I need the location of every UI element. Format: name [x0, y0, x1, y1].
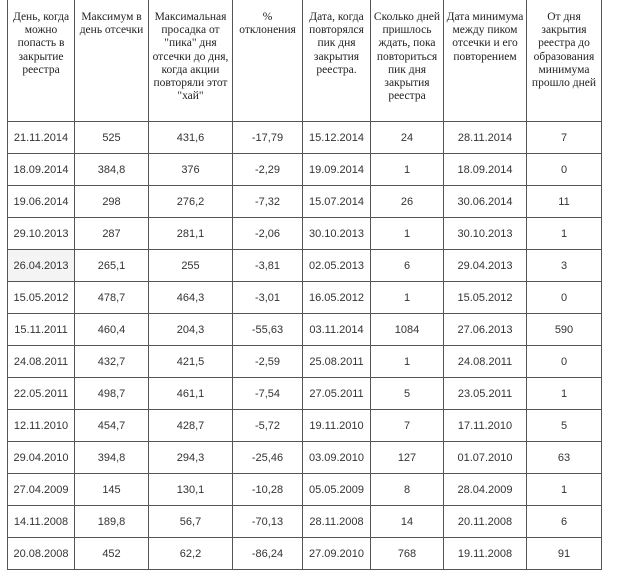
- cell-days-waited: 26: [371, 186, 444, 218]
- cell-record-close-day: 15.05.2012: [8, 282, 75, 314]
- cell-max-drawdown: 255: [149, 250, 233, 282]
- cell-days-to-min: 11: [527, 186, 602, 218]
- table-row: [8, 506, 602, 538]
- cell-max-on-cutoff: 265,1: [75, 250, 149, 282]
- cell-peak-repeat-date: 19.11.2010: [303, 410, 371, 442]
- cell-deviation-percent: -2,59: [233, 346, 303, 378]
- dividend-table-container: [7, 0, 602, 570]
- cell-min-date: 24.08.2011: [444, 346, 527, 378]
- cell-peak-repeat-date: 03.11.2014: [303, 314, 371, 346]
- cell-days-waited: 1: [371, 218, 444, 250]
- table-row: [8, 154, 602, 186]
- table-row: [8, 442, 602, 474]
- cell-record-close-day: 29.04.2010: [8, 442, 75, 474]
- cell-days-to-min: 91: [527, 538, 602, 570]
- cell-max-on-cutoff: 478,7: [75, 282, 149, 314]
- cell-max-on-cutoff: 432,7: [75, 346, 149, 378]
- table-row: [8, 410, 602, 442]
- cell-peak-repeat-date: 30.10.2013: [303, 218, 371, 250]
- cell-min-date: 19.11.2008: [444, 538, 527, 570]
- cell-peak-repeat-date: 03.09.2010: [303, 442, 371, 474]
- cell-record-close-day: 24.08.2011: [8, 346, 75, 378]
- cell-days-waited: 8: [371, 474, 444, 506]
- cell-record-close-day: 27.04.2009: [8, 474, 75, 506]
- cell-max-on-cutoff: 454,7: [75, 410, 149, 442]
- cell-days-to-min: 1: [527, 378, 602, 410]
- header-days-waited: Сколько дней пришлось ждать, пока повториться пик дня закрытия реестра: [371, 0, 444, 122]
- cell-max-drawdown: 464,3: [149, 282, 233, 314]
- cell-max-drawdown: 376: [149, 154, 233, 186]
- cell-min-date: 20.11.2008: [444, 506, 527, 538]
- cell-max-drawdown: 62,2: [149, 538, 233, 570]
- cell-max-drawdown: 461,1: [149, 378, 233, 410]
- cell-deviation-percent: -2,06: [233, 218, 303, 250]
- header-record-close-day: День, когда можно попасть в закрытие реестра: [8, 0, 75, 122]
- cell-days-to-min: 63: [527, 442, 602, 474]
- cell-deviation-percent: -10,28: [233, 474, 303, 506]
- cell-peak-repeat-date: 25.08.2011: [303, 346, 371, 378]
- cell-peak-repeat-date: 19.09.2014: [303, 154, 371, 186]
- cell-peak-repeat-date: 27.09.2010: [303, 538, 371, 570]
- cell-max-drawdown: 204,3: [149, 314, 233, 346]
- cell-peak-repeat-date: 05.05.2009: [303, 474, 371, 506]
- header-days-to-min: От дня закрытия реестра до образования минимума прошло дней: [527, 0, 602, 122]
- cell-max-drawdown: 281,1: [149, 218, 233, 250]
- cell-min-date: 30.06.2014: [444, 186, 527, 218]
- cell-days-waited: 1084: [371, 314, 444, 346]
- header-peak-repeat-date: Дата, когда повторялся пик дня закрытия реестра.: [303, 0, 371, 122]
- cell-days-waited: 1: [371, 346, 444, 378]
- table-header: [8, 0, 602, 122]
- table-row: [8, 474, 602, 506]
- cell-record-close-day: 26.04.2013: [8, 250, 75, 282]
- cell-min-date: 01.07.2010: [444, 442, 527, 474]
- cell-record-close-day: 12.11.2010: [8, 410, 75, 442]
- cell-days-waited: 24: [371, 122, 444, 154]
- cell-min-date: 17.11.2010: [444, 410, 527, 442]
- cell-peak-repeat-date: 02.05.2013: [303, 250, 371, 282]
- cell-peak-repeat-date: 15.12.2014: [303, 122, 371, 154]
- header-max-on-cutoff: Максимум в день отсечки: [75, 0, 149, 122]
- header-row: [8, 0, 602, 122]
- table-row: [8, 346, 602, 378]
- cell-record-close-day: 20.08.2008: [8, 538, 75, 570]
- header-min-date: Дата минимума между пиком отсечки и его повторением: [444, 0, 527, 122]
- cell-days-to-min: 0: [527, 346, 602, 378]
- cell-max-drawdown: 431,6: [149, 122, 233, 154]
- cell-days-waited: 127: [371, 442, 444, 474]
- cell-record-close-day: 29.10.2013: [8, 218, 75, 250]
- cell-max-on-cutoff: 525: [75, 122, 149, 154]
- cell-deviation-percent: -5,72: [233, 410, 303, 442]
- cell-max-on-cutoff: 394,8: [75, 442, 149, 474]
- cell-min-date: 27.06.2013: [444, 314, 527, 346]
- cell-max-on-cutoff: 452: [75, 538, 149, 570]
- cell-deviation-percent: -7,32: [233, 186, 303, 218]
- header-max-drawdown: Максимальная просадка от "пика" дня отсечки до дня, когда акции повторяли этот "хай": [149, 0, 233, 122]
- table-row: [8, 378, 602, 410]
- cell-min-date: 23.05.2011: [444, 378, 527, 410]
- cell-days-waited: 7: [371, 410, 444, 442]
- cell-days-to-min: 5: [527, 410, 602, 442]
- cell-record-close-day: 14.11.2008: [8, 506, 75, 538]
- table-row: [8, 538, 602, 570]
- cell-record-close-day: 21.11.2014: [8, 122, 75, 154]
- cell-deviation-percent: -3,81: [233, 250, 303, 282]
- cell-record-close-day: 22.05.2011: [8, 378, 75, 410]
- cell-days-waited: 1: [371, 282, 444, 314]
- cell-max-drawdown: 294,3: [149, 442, 233, 474]
- table-row: [8, 122, 602, 154]
- table-row: [8, 314, 602, 346]
- cell-days-waited: 14: [371, 506, 444, 538]
- header-deviation-percent: % отклонения: [233, 0, 303, 122]
- dividend-gap-table: [7, 0, 602, 570]
- cell-max-drawdown: 276,2: [149, 186, 233, 218]
- cell-deviation-percent: -70,13: [233, 506, 303, 538]
- cell-days-to-min: 0: [527, 154, 602, 186]
- cell-days-to-min: 0: [527, 282, 602, 314]
- cell-peak-repeat-date: 27.05.2011: [303, 378, 371, 410]
- cell-days-to-min: 6: [527, 506, 602, 538]
- cell-deviation-percent: -17,79: [233, 122, 303, 154]
- cell-max-drawdown: 130,1: [149, 474, 233, 506]
- cell-days-waited: 6: [371, 250, 444, 282]
- cell-days-to-min: 1: [527, 218, 602, 250]
- cell-max-on-cutoff: 145: [75, 474, 149, 506]
- cell-deviation-percent: -86,24: [233, 538, 303, 570]
- table-row: [8, 186, 602, 218]
- cell-days-to-min: 3: [527, 250, 602, 282]
- cell-min-date: 29.04.2013: [444, 250, 527, 282]
- cell-max-on-cutoff: 384,8: [75, 154, 149, 186]
- cell-deviation-percent: -55,63: [233, 314, 303, 346]
- cell-max-drawdown: 56,7: [149, 506, 233, 538]
- table-row: [8, 218, 602, 250]
- cell-max-on-cutoff: 298: [75, 186, 149, 218]
- cell-min-date: 15.05.2012: [444, 282, 527, 314]
- cell-max-drawdown: 421,5: [149, 346, 233, 378]
- cell-min-date: 28.04.2009: [444, 474, 527, 506]
- cell-deviation-percent: -2,29: [233, 154, 303, 186]
- cell-peak-repeat-date: 28.11.2008: [303, 506, 371, 538]
- cell-min-date: 28.11.2014: [444, 122, 527, 154]
- cell-min-date: 30.10.2013: [444, 218, 527, 250]
- cell-days-waited: 768: [371, 538, 444, 570]
- cell-days-to-min: 590: [527, 314, 602, 346]
- cell-max-drawdown: 428,7: [149, 410, 233, 442]
- cell-days-to-min: 1: [527, 474, 602, 506]
- table-row: [8, 250, 602, 282]
- cell-max-on-cutoff: 189,8: [75, 506, 149, 538]
- cell-days-waited: 1: [371, 154, 444, 186]
- cell-record-close-day: 18.09.2014: [8, 154, 75, 186]
- cell-peak-repeat-date: 15.07.2014: [303, 186, 371, 218]
- cell-deviation-percent: -3,01: [233, 282, 303, 314]
- cell-max-on-cutoff: 460,4: [75, 314, 149, 346]
- table-body: [8, 122, 602, 570]
- table-row: [8, 282, 602, 314]
- cell-deviation-percent: -25,46: [233, 442, 303, 474]
- cell-min-date: 18.09.2014: [444, 154, 527, 186]
- cell-record-close-day: 15.11.2011: [8, 314, 75, 346]
- cell-max-on-cutoff: 498,7: [75, 378, 149, 410]
- cell-max-on-cutoff: 287: [75, 218, 149, 250]
- cell-deviation-percent: -7,54: [233, 378, 303, 410]
- cell-peak-repeat-date: 16.05.2012: [303, 282, 371, 314]
- cell-days-to-min: 7: [527, 122, 602, 154]
- cell-days-waited: 5: [371, 378, 444, 410]
- cell-record-close-day: 19.06.2014: [8, 186, 75, 218]
